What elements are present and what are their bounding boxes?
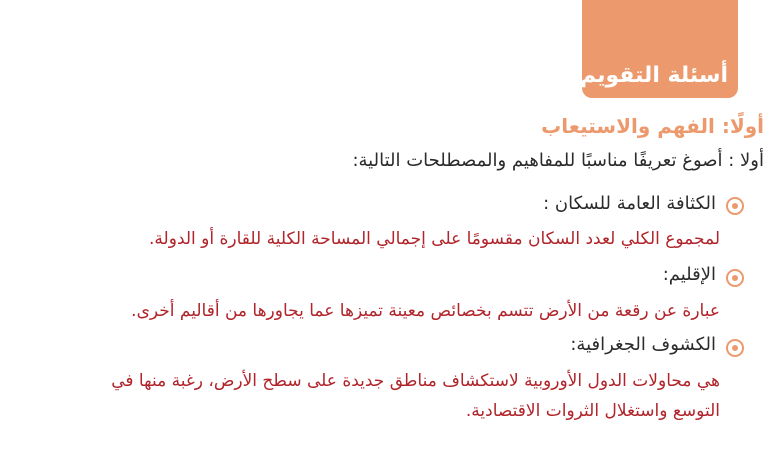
bullet-icon xyxy=(726,269,744,287)
answer-geographic-discoveries-line-1: هي محاولات الدول الأوروبية لاستكشاف مناطق جديدة على سطح الأرض، رغبة منها في xyxy=(111,371,720,391)
answer-geographic-discoveries-line-2: التوسع واستغلال الثروات الاقتصادية. xyxy=(465,401,720,421)
answer-region: عبارة عن رقعة من الأرض تتسم بخصائص معينة تميزها عما يجاورها من أقاليم أخرى. xyxy=(131,301,720,321)
header-title: أسئلة التقويم xyxy=(579,63,728,88)
term-region: الإقليم: xyxy=(662,264,716,285)
header-tab xyxy=(579,0,738,98)
section-title: أولًا: الفهم والاستيعاب xyxy=(541,114,764,138)
instruction-text: أولا : أصوغ تعريفًا مناسبًا للمفاهيم والمصطلحات التالية: xyxy=(352,150,764,171)
bullet-icon xyxy=(726,197,744,215)
bullet-icon xyxy=(726,339,744,357)
term-geographic-discoveries: الكشوف الجغرافية: xyxy=(570,334,716,355)
answer-population-density: لمجموع الكلي لعدد السكان مقسومًا على إجمالي المساحة الكلية للقارة أو الدولة. xyxy=(149,229,720,249)
term-population-density: الكثافة العامة للسكان : xyxy=(543,193,716,214)
